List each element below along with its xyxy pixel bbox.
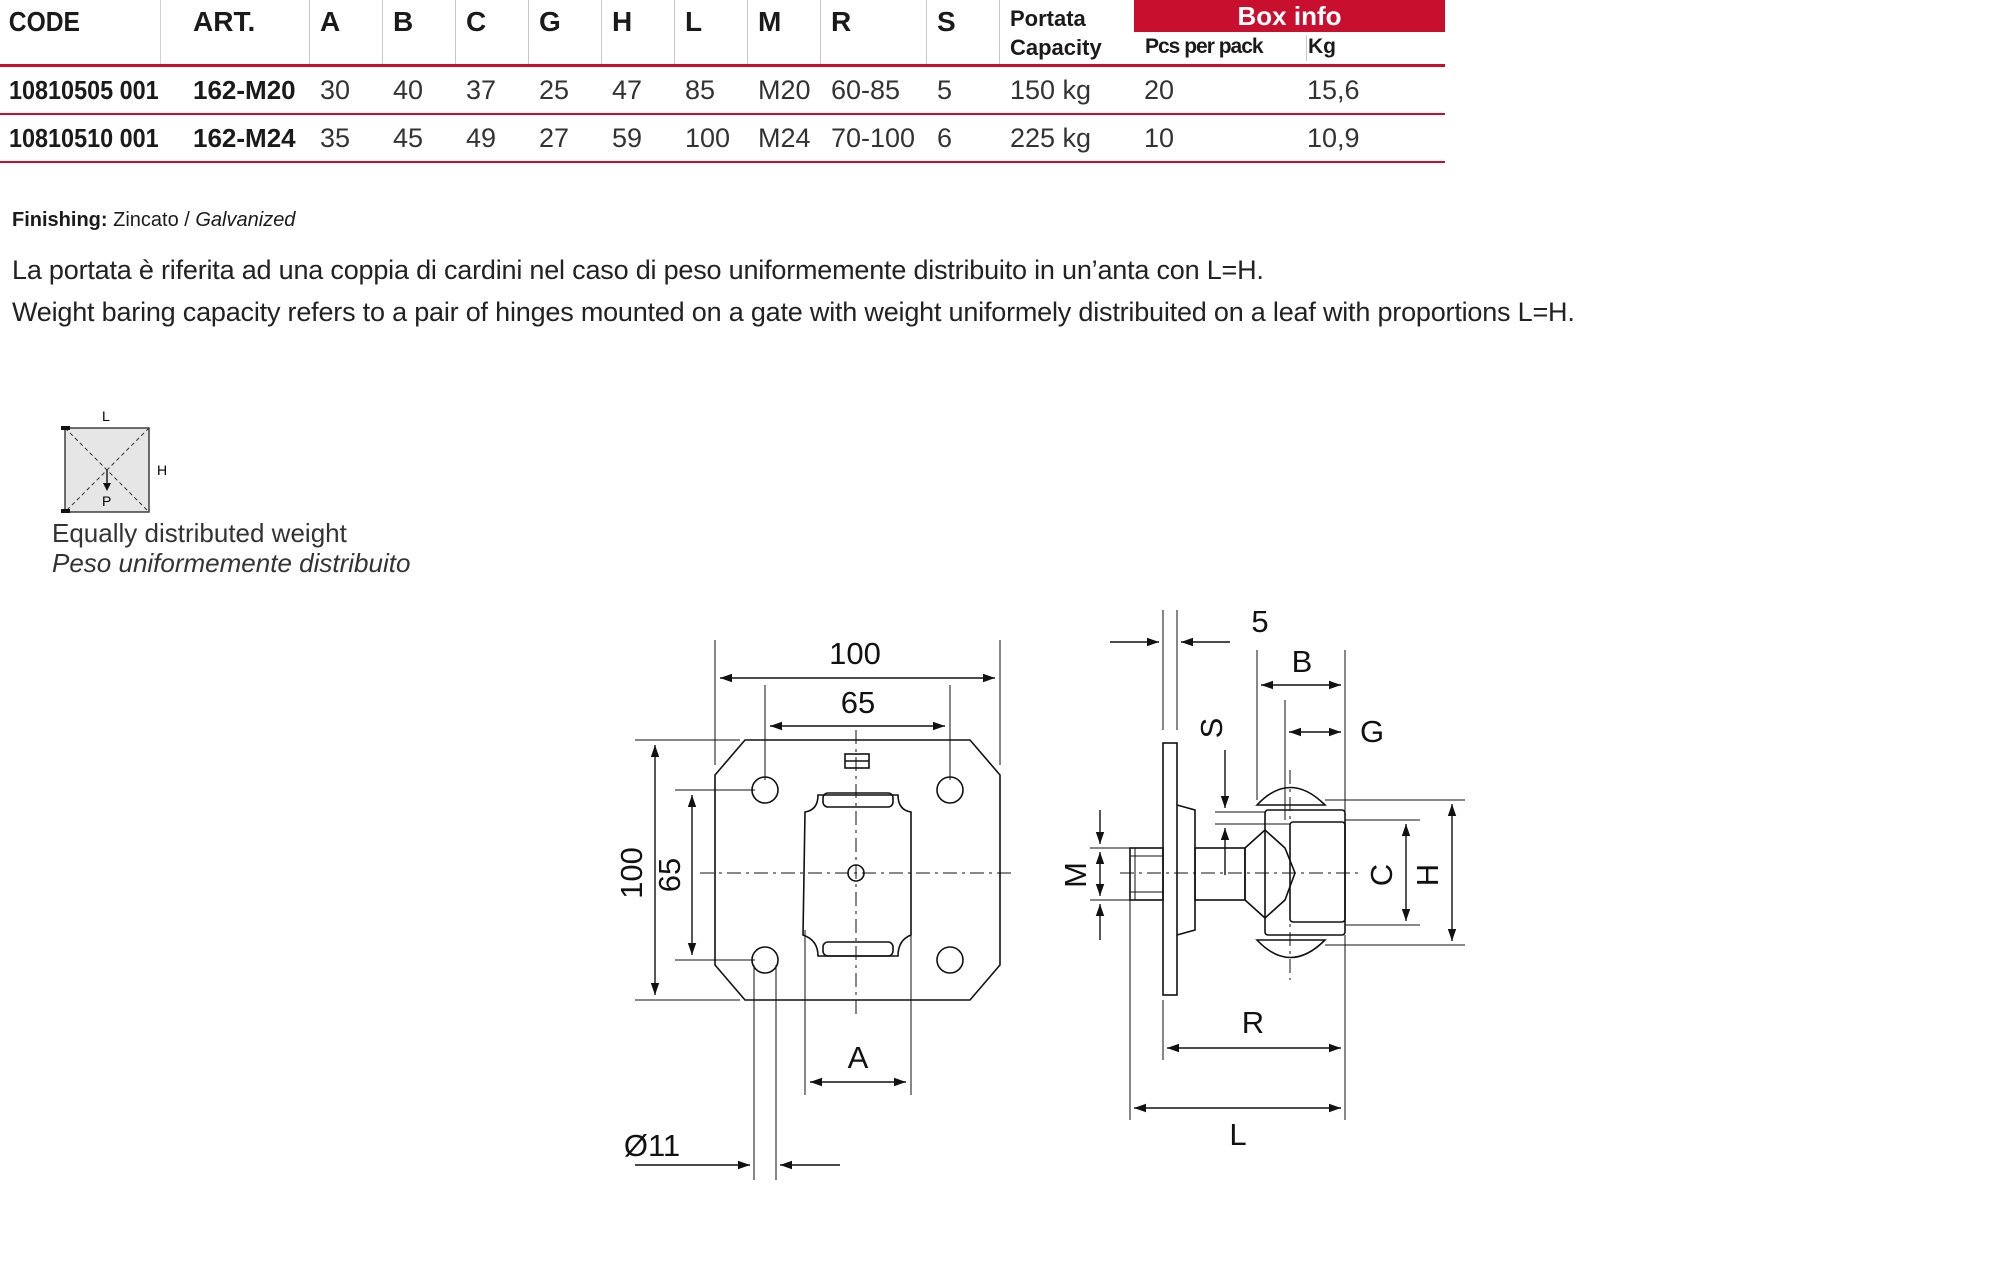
finishing-line	[12, 209, 295, 232]
hinge-cap-bottom	[1257, 940, 1325, 958]
col-code-header: CODE	[0, 0, 161, 64]
mount-hole	[752, 777, 778, 803]
mount-hole	[937, 777, 963, 803]
spec-table	[0, 0, 1445, 163]
col-m-header: M	[748, 0, 821, 64]
capacity-header-it: Portata	[1010, 6, 1086, 31]
dim-b: B	[1291, 644, 1313, 679]
hinge-cap-top	[1257, 788, 1325, 806]
cell-m: M24	[758, 123, 811, 153]
capacity-note-italian: La portata è riferita ad una coppia di cardini nel caso di peso uniformemente distribuito in un’anta con L=H.	[12, 255, 1264, 285]
col-r-header: R	[821, 0, 927, 64]
cell-b: 40	[393, 75, 424, 105]
legend-label-h: H	[157, 462, 168, 478]
dim-g: G	[1359, 714, 1385, 749]
legend-label-p: P	[102, 493, 112, 509]
col-s-header: S	[927, 0, 1000, 64]
col-b-header: B	[383, 0, 456, 64]
col-a-header: A	[310, 0, 383, 64]
cell-b: 45	[393, 123, 424, 153]
legend-caption-english: Equally distributed weight	[52, 518, 347, 548]
col-kg-header: Kg	[1308, 35, 1336, 58]
dim-hole-diameter: Ø11	[623, 1128, 681, 1163]
capacity-header-en: Capacity	[1010, 35, 1102, 60]
dim-h: H	[1410, 863, 1445, 887]
cell-h: 59	[612, 123, 643, 153]
box-info-banner: Box info	[1134, 0, 1445, 32]
dim-l: L	[1229, 1117, 1247, 1152]
cell-kg: 10,9	[1307, 123, 1360, 153]
col-capacity-header	[1000, 0, 1134, 64]
dim-c: C	[1364, 863, 1399, 887]
col-pcs-header: Pcs per pack	[1145, 35, 1263, 58]
cell-r: 60-85	[831, 75, 901, 105]
table-header-row	[0, 0, 1445, 67]
col-l-header: L	[675, 0, 748, 64]
dim-r: R	[1241, 1005, 1265, 1040]
col-g-header: G	[529, 0, 602, 64]
capacity-note-english: Weight baring capacity refers to a pair of hinges mounted on a gate with weight uniformely distribuited on a leaf with proportions L=H.	[12, 297, 1575, 327]
col-h-header: H	[602, 0, 675, 64]
dim-a: A	[847, 1040, 869, 1075]
cell-c: 49	[466, 123, 497, 153]
cell-s: 6	[937, 123, 953, 153]
box-info-divider	[1306, 35, 1307, 61]
mount-hole	[752, 947, 778, 973]
box-info-subheader	[1134, 32, 1445, 64]
legend-label-l: L	[102, 408, 110, 424]
legend-caption-italian: Peso uniformemente distribuito	[52, 548, 411, 578]
dim-width-65: 65	[840, 685, 876, 720]
finishing-value-en: Galvanized	[195, 209, 296, 231]
cell-code: 10810510 001	[9, 123, 159, 153]
table-row	[0, 67, 1445, 115]
cell-capacity: 150 kg	[1010, 75, 1092, 105]
hinge-technical-drawing	[580, 590, 1580, 1190]
dim-s: S	[1194, 717, 1229, 739]
cell-a: 30	[320, 75, 351, 105]
table-row	[0, 115, 1445, 163]
cell-g: 27	[539, 123, 570, 153]
dim-m: M	[1058, 862, 1093, 888]
col-art-header: ART.	[183, 0, 310, 64]
dim-height-65: 65	[652, 857, 687, 893]
cell-m: M20	[758, 75, 811, 105]
cell-h: 47	[612, 75, 643, 105]
cell-l: 100	[685, 123, 731, 153]
cell-l: 85	[685, 75, 716, 105]
cell-art: 162-M20	[193, 75, 296, 105]
dim-width-100: 100	[829, 636, 881, 671]
finishing-label: Finishing:	[12, 209, 108, 231]
side-plate	[1163, 743, 1177, 995]
finishing-value-it: Zincato	[113, 209, 179, 231]
cell-kg: 15,6	[1307, 75, 1360, 105]
cell-s: 5	[937, 75, 953, 105]
dim-plate-thickness: 5	[1251, 604, 1269, 639]
cell-code: 10810505 001	[9, 75, 159, 105]
mount-hole	[937, 947, 963, 973]
weight-distribution-icon	[50, 405, 180, 515]
cell-art: 162-M24	[193, 123, 296, 153]
cell-g: 25	[539, 75, 570, 105]
cell-pcs: 10	[1144, 123, 1175, 153]
cell-pcs: 20	[1144, 75, 1175, 105]
finishing-separator: /	[178, 209, 196, 231]
cell-c: 37	[466, 75, 497, 105]
cell-capacity: 225 kg	[1010, 123, 1092, 153]
dim-height-100: 100	[614, 847, 649, 899]
cell-a: 35	[320, 123, 351, 153]
col-c-header: C	[456, 0, 529, 64]
boss-outline	[803, 795, 911, 956]
cell-r: 70-100	[831, 123, 916, 153]
